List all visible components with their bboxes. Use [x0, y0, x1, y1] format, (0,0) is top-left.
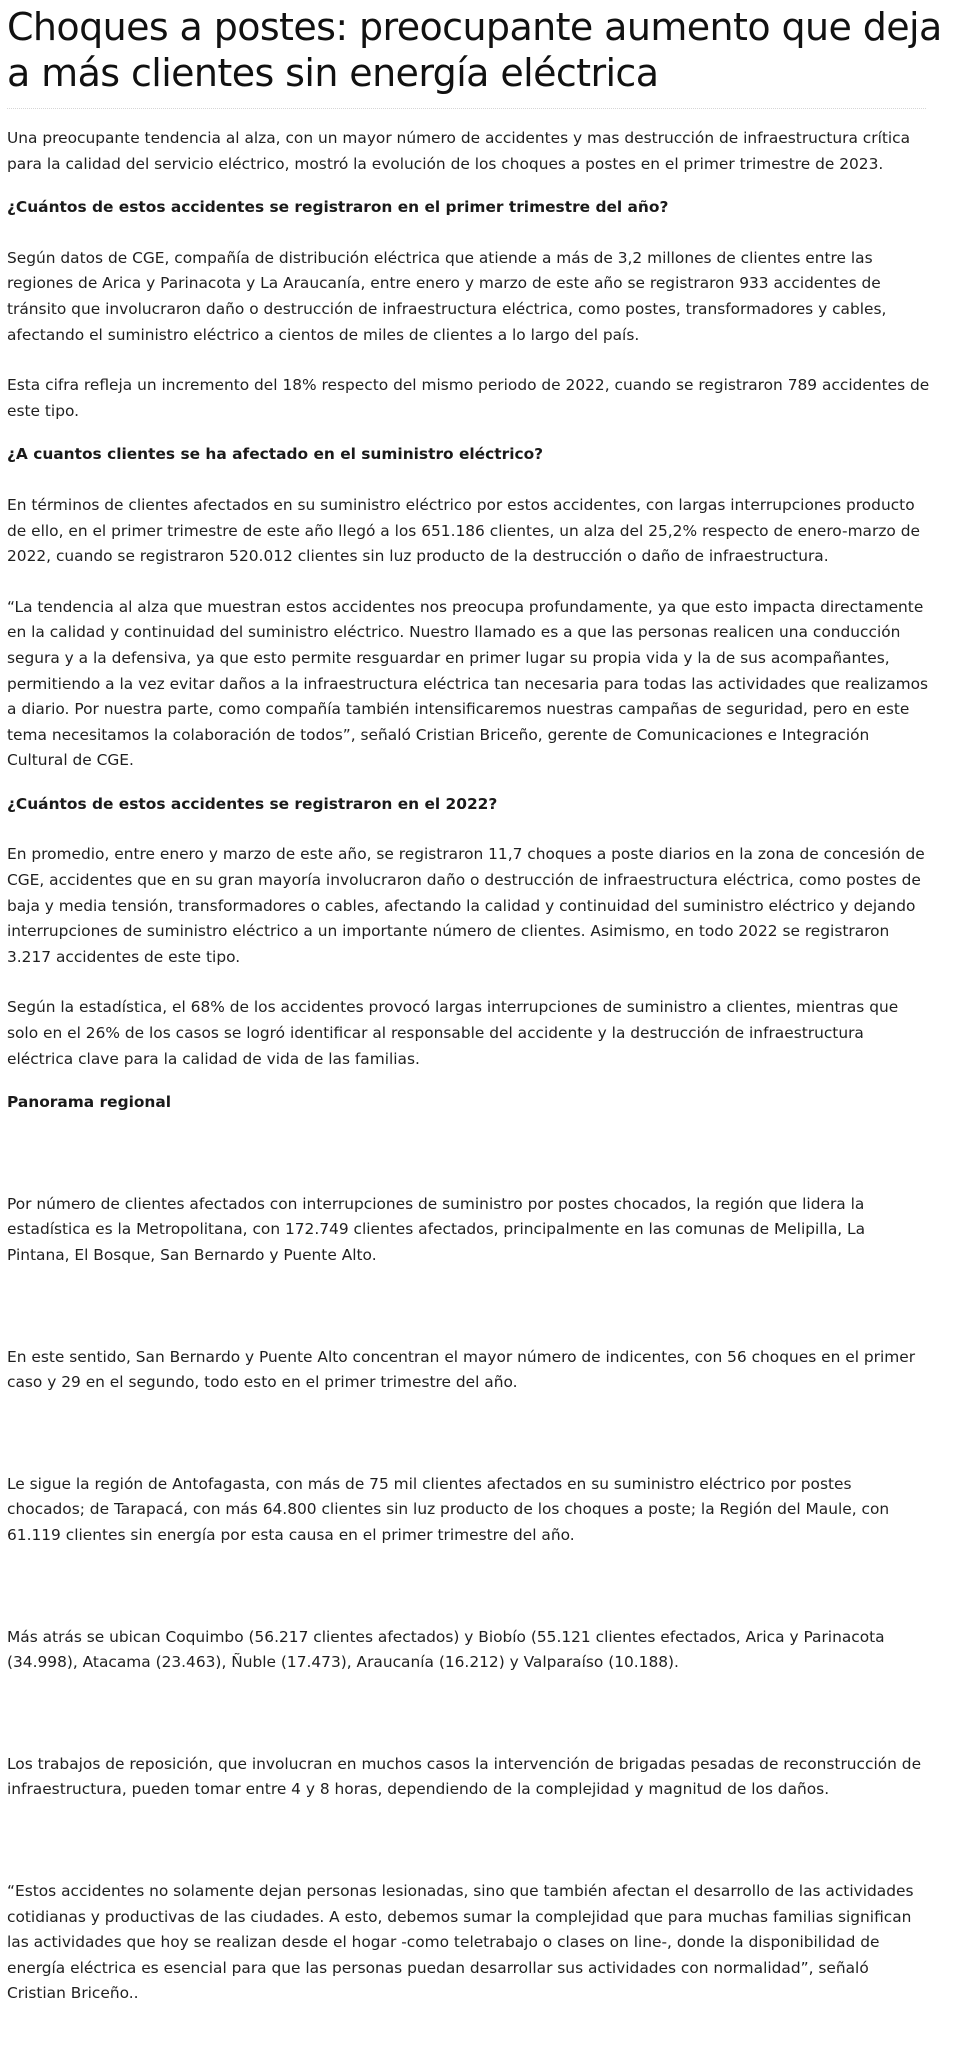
- paragraph-increase: Esta cifra refleja un incremento del 18% respecto del mismo periodo de 2022, cuando se registraron 789 accidentes de este tipo.: [7, 376, 930, 420]
- subheading-regional: Panorama regional: [7, 1093, 172, 1112]
- subheading-first-quarter: ¿Cuántos de estos accidentes se registraron en el primer trimestre del año?: [7, 198, 669, 217]
- intro-paragraph: Una preocupante tendencia al alza, con un mayor número de accidentes y mas destrucción de infraestructura crítica para la calidad del servicio eléctrico, mostró la evolución de los choques a postes en el primer trimestre de 2023.: [7, 129, 911, 173]
- paragraph-statistics: Según la estadística, el 68% de los accidentes provocó largas interrupciones de suministro a clientes, mientras que solo en el 26% de los casos se logró identificar al responsable del accidente y la destrucción de infraestructura eléctrica clave para la calidad de vida de las familias.: [7, 998, 899, 1068]
- paragraph-other-regions: Más atrás se ubican Coquimbo (56.217 clientes afectados) y Biobío (55.121 clientes efectados, Arica y Parinacota (34.998), Atacama (23.463), Ñuble (17.473), Araucanía (16.212) y Valparaíso (10.188).: [7, 1627, 885, 1672]
- paragraph-antofagasta: Le sigue la región de Antofagasta, con más de 75 mil clientes afectados en su suministro eléctrico por postes chocados; de Tarapacá, con más 64.800 clientes sin luz producto de los choques a poste; la Región del Maule, con 61.119 clientes sin energía por esta causa en el primer trimestre del año.: [7, 1474, 890, 1544]
- subheading-clients-affected: ¿A cuantos clientes se ha afectado en el suministro eléctrico?: [7, 445, 544, 464]
- paragraph-repair-works: Los trabajos de reposición, que involucran en muchos casos la intervención de brigadas pesadas de reconstrucción de infraestructura, pueden tomar entre 4 y 8 horas, dependiendo de la complejidad y magnitud de los daños.: [7, 1754, 922, 1799]
- paragraph-average: En promedio, entre enero y marzo de este año, se registraron 11,7 choques a poste diarios en la zona de concesión de CGE, accidentes que en su gran mayoría involucraron daño o destrucción de infraestructura eléctrica, como postes de baja y media tensión, transformadores o cables, afectando la calidad y continuidad del suministro eléctrico y dejando interrupciones de suministro eléctrico a un importante número de clientes. Asimismo, en todo 2022 se registraron 3.217 accidentes de este tipo.: [7, 845, 925, 966]
- paragraph-metropolitana: Por número de clientes afectados con interrupciones de suministro por postes chocados, la región que lidera la estadística es la Metropolitana, con 172.749 clientes afectados, principalmente en las comunas de Melipilla, La Pintana, El Bosque, San Bernardo y Puente Alto.: [7, 1194, 866, 1264]
- paragraph-san-bernardo: En este sentido, San Bernardo y Puente Alto concentran el mayor número de indicentes, con 56 choques en el primer caso y 29 en el segundo, todo esto en el primer trimestre del año.: [7, 1347, 916, 1392]
- article: [0, 4, 959, 2007]
- quote-paragraph-briceno: “La tendencia al alza que muestran estos accidentes nos preocupa profundamente, ya que esto impacta directamente en la calidad y continuidad del suministro eléctrico. Nuestro llamado es a que las personas realicen una conducción segura y a la defensiva, ya que esto permite resguardar en primer lugar su propia vida y la de sus acompañantes, permitiendo a la vez evitar daños a la infraestructura eléctrica tan necesaria para todas las actividades que realizamos a diario. Por nuestra parte, como compañía también intensificaremos nuestras campañas de seguridad, pero en este tema necesitamos la colaboración de todos”, señaló Cristian Briceño, gerente de Comunicaciones e Integración Cultural de CGE.: [7, 597, 929, 770]
- title-divider: [7, 108, 926, 109]
- quote-paragraph-closing: “Estos accidentes no solamente dejan personas lesionadas, sino que también afectan el desarrollo de las actividades cotidianas y productivas de las ciudades. A esto, debemos sumar la complejidad que para muchas familias significan las actividades que hoy se realizan desde el hogar -como teletrabajo o clases on line-, donde la disponibilidad de energía eléctrica es esencial para que las personas puedan desarrollar sus actividades con normalidad”, señaló Cristian Briceño..: [7, 1881, 914, 2003]
- subheading-2022: ¿Cuántos de estos accidentes se registraron en el 2022?: [7, 794, 498, 813]
- paragraph-cge-data: Según datos de CGE, compañía de distribución eléctrica que atiende a más de 3,2 millones de clientes entre las regiones de Arica y Parinacota y La Araucanía, entre enero y marzo de este año se registraron 933 accidentes de tránsito que involucraron daño o destrucción de infraestructura eléctrica, como postes, transformadores y cables, afectando el suministro eléctrico a cientos de miles de clientes a lo largo del país.: [7, 248, 887, 344]
- article-title: Choques a postes: preocupante aumento que deja a más clientes sin energía eléctrica: [7, 5, 942, 95]
- paragraph-clients-affected: En términos de clientes afectados en su suministro eléctrico por estos accidentes, con largas interrupciones producto de ello, en el primer trimestre de este año llegó a los 651.186 clientes, un alza del 25,2% respecto de enero-marzo de 2022, cuando se registraron 520.012 clientes sin luz producto de la destrucción o daño de infraestructura.: [7, 495, 920, 566]
